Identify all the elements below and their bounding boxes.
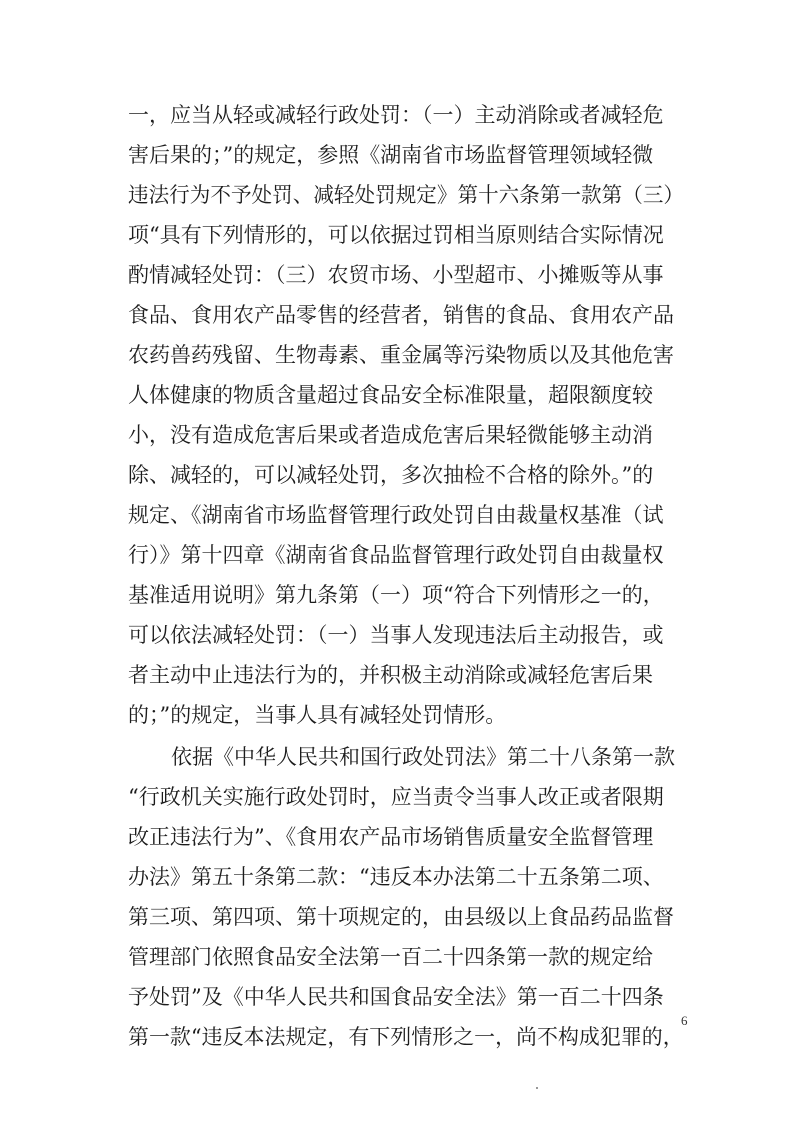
text-line-7: 农药兽药残留、生物毒素、重金属等污染物质以及其他危害 [128,343,674,367]
text-line-15: 者主动中止违法行为的，并积极主动消除或减轻危害后果 [128,663,653,687]
text-line-24: 第一款“违反本法规定，有下列情形之一，尚不构成犯罪的， [128,1025,684,1049]
text-line-12: 行）》第十四章《湖南省食品监督管理行政处罚自由裁量权 [128,543,664,567]
text-line-17: 依据《中华人民共和国行政处罚法》第二十八条第一款 [171,745,675,769]
text-line-5: 酌情减轻处罚：（三）农贸市场、小型超市、小摊贩等从事 [128,263,664,287]
text-line-1: 一，应当从轻或减轻行政处罚：（一）主动消除或者减轻危 [128,103,664,127]
text-line-8: 人体健康的物质含量超过食品安全标准限量，超限额度较 [128,383,653,407]
text-line-22: 管理部门依照食品安全法第一百二十四条第一款的规定给 [128,945,653,969]
text-line-14: 可以依法减轻处罚：（一）当事人发现违法后主动报告，或 [128,623,664,647]
text-line-10: 除、减轻的，可以减轻处罚，多次抽检不合格的除外。”的 [128,463,654,487]
text-line-13: 基准适用说明》第九条第（一）项“符合下列情形之一的， [128,583,664,607]
text-line-19: 改正违法行为”、《食用农产品市场销售质量安全监督管理 [128,825,654,849]
text-line-16: 的；”的规定，当事人具有减轻处罚情形。 [128,703,507,727]
text-line-18: “行政机关实施行政处罚时，应当责令当事人改正或者限期 [128,785,664,809]
text-line-11: 规定、《湖南省市场监督管理行政处罚自由裁量权基准（试 [128,503,664,527]
text-line-20: 办法》第五十条第二款：“违反本办法第二十五条第二项、 [128,865,664,889]
text-line-3: 违法行为不予处罚、减轻处罚规定》第十六条第一款第（三） [128,183,684,207]
scan-speck [536,1087,538,1089]
text-line-2: 害后果的；”的规定，参照《湖南省市场监督管理领域轻微 [128,143,654,167]
text-line-6: 食品、食用农产品零售的经营者，销售的食品、食用农产品 [128,303,674,327]
text-line-4: 项“具有下列情形的，可以依据过罚相当原则结合实际情况 [128,223,664,247]
text-line-9: 小，没有造成危害后果或者造成危害后果轻微能够主动消 [128,423,653,447]
text-line-21: 第三项、第四项、第十项规定的，由县级以上食品药品监督 [128,905,674,929]
text-line-23: 予处罚”及《中华人民共和国食品安全法》第一百二十四条 [128,985,664,1009]
page-number: 6 [681,1013,688,1028]
